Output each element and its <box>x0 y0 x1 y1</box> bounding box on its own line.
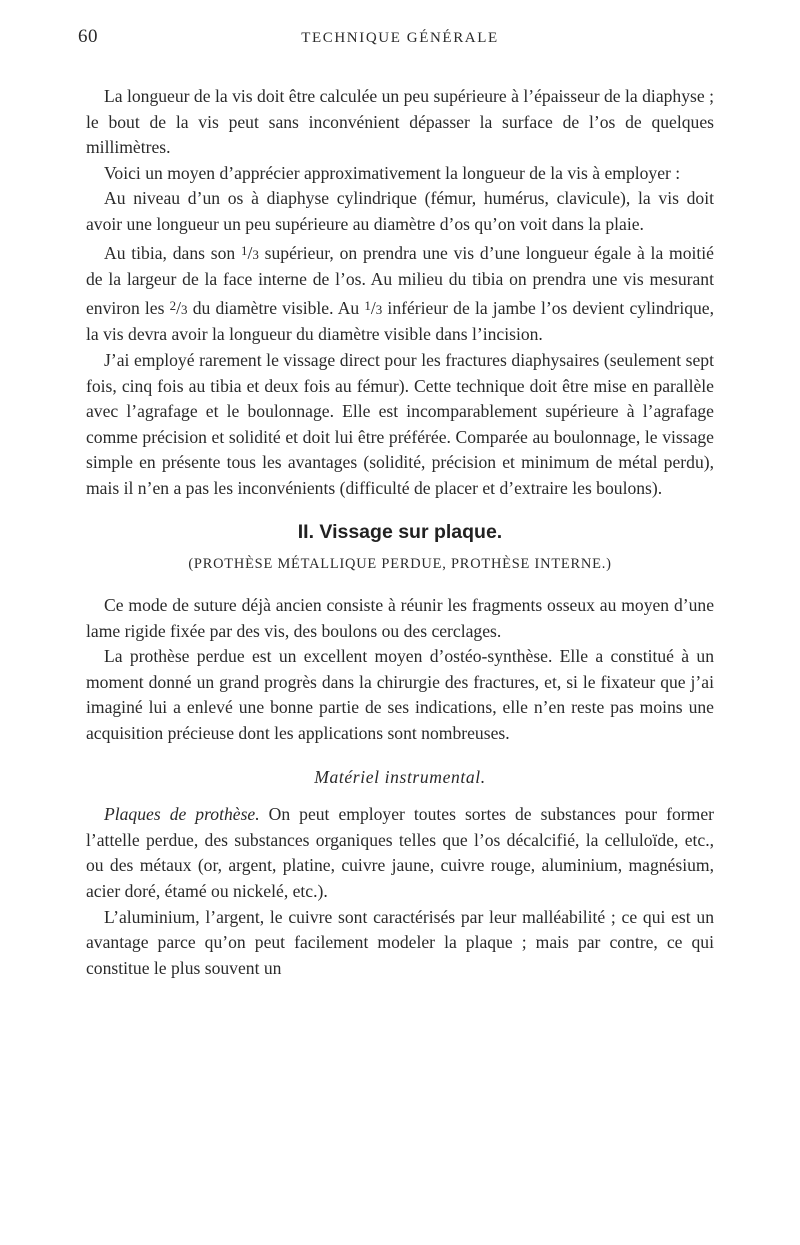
tibia-text-2: supérieur, on prendra une vis d’une longueur égale à la moitié de la largeur de la face interne de l’os. Au milieu du tibia on prendra une vis mesurant environ les <box>86 242 714 318</box>
paragraph-estimate-method: Voici un moyen d’apprécier approximativement la longueur de la vis à employer : <box>104 162 681 183</box>
paragraph-plates <box>86 802 714 904</box>
plates-lead: Plaques de prothèse. <box>104 804 260 825</box>
page-header <box>78 24 714 54</box>
fraction-numerator: 1 <box>364 297 371 313</box>
paragraph-lost-prosthesis: La prothèse perdue est un excellent moyen d’ostéo-synthèse. Elle a constitué à un moment donné un grand progrès dans la chirurgie des fractures, et, si le fixateur que j’ai imaginé lui a enlevé une bonne partie de ses indications, elle n’en reste pas moins une acquisition précieuse dont les applications sont nombreuses. <box>86 646 714 744</box>
fraction-denominator: 3 <box>375 301 383 317</box>
section-title: II. Vissage sur plaque. <box>297 520 503 543</box>
tibia-text-4: inférieur de la jambe l’os devient cylindrique, la vis devra avoir la longueur du diamètre visible dans l’incision. <box>86 297 715 345</box>
fraction-denominator: 3 <box>181 301 188 317</box>
tibia-text-1: Au tibia, dans son <box>104 242 241 263</box>
fraction-numerator: 2 <box>169 297 177 313</box>
running-title: TECHNIQUE GÉNÉRALE <box>301 30 499 46</box>
paragraph-direct-screwing: J’ai employé rarement le vissage direct pour les fractures diaphysaires (seulement sept fois, cinq fois au tibia et deux fois au fémur). Cette technique doit être mise en parallèle avec l’agrafage et le boulonnage. Elle est incomparablement supérieure à l’agrafage comme précision et solidité et doit lui être préférée. Comparée au boulonnage, le vissage simple en présente tous les avantages (solidité, précision et minimum de métal perdu), mais il n’en a pas les inconvénients (difficulté de placer et d’extraire les boulons). <box>86 349 714 498</box>
paragraph-tibia: Au tibia, dans son $^1$/3 supérieur, on prendra une vis d’une longueur égale à la moitié de la largeur de la face interne de l’os. Au milieu du tibia on prendra une vis mesurant environ les $^2$/3 du diamètre visible. Au $^1$/3 inférieur de la jambe l’os devient cylindrique, la vis devra avoir la longueur du diamètre visible dans l’incision. <box>86 242 715 345</box>
plates-text: On peut employer toutes sortes de substances pour former l’attelle perdue, des substances organiques telles que l’os décalcifié, la celluloïde, etc., ou des métaux (or, argent, platine, cuivre jaune, cuivre rouge, aluminium, magnésium, acier doré, étamé ou nickelé, etc.). <box>86 804 714 902</box>
paragraph-cylindrical-bone: Au niveau d’un os à diaphyse cylindrique (fémur, humérus, clavicule), la vis doit avoir une longueur un peu supérieure au diamètre d’os qu’on voit dans la plaie. <box>86 188 714 234</box>
book-page <box>78 24 715 981</box>
fraction-denominator: 3 <box>252 246 259 262</box>
paragraph-screw-length: La longueur de la vis doit être calculée un peu supérieure à l’épaisseur de la diaphyse ; le bout de la vis peut sans inconvénient dépasser la surface de l’os de quelques millimètres. <box>86 86 714 158</box>
paragraph-suture-mode: Ce mode de suture déjà ancien consiste à réunir les fragments osseux au moyen d’une lame rigide fixée par des vis, des boulons ou des cerclages. <box>86 595 714 641</box>
paragraph-malleability: L’aluminium, l’argent, le cuivre sont caractérisés par leur malléabilité ; ce qui est un avantage parce qu’on peut facilement modeler la plaque ; mais par contre, ce qui constitue le plus souvent un <box>86 906 714 978</box>
tibia-text-3: du diamètre visible. Au <box>187 297 365 318</box>
subheading-material: Matériel instrumental. <box>314 766 486 787</box>
section-subtitle: (PROTHÈSE MÉTALLIQUE PERDUE, PROTHÈSE INTERNE.) <box>188 555 612 572</box>
page-number: 60 <box>78 26 98 47</box>
fraction-numerator: 1 <box>240 242 248 258</box>
